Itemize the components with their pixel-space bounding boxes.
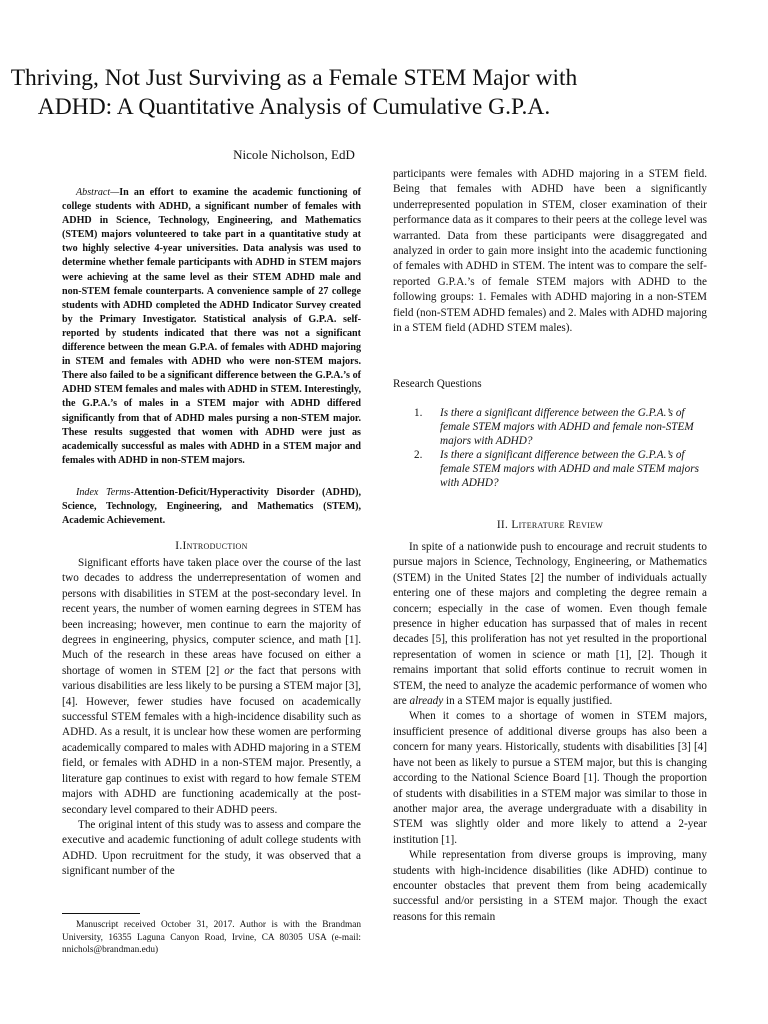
intro-paragraph-2: The original intent of this study was to assess and compare the executive and academic functioning of adult college students with ADHD. Upon recruitment for the study, it was observed that a significant number of the bbox=[62, 818, 361, 878]
introduction-continued bbox=[393, 167, 707, 336]
abstract-text: In an effort to examine the academic functioning of college students with ADHD, a significant number of females with ADHD in Science, Technology, Engineering, and Mathematics (STEM) majors volunteered to take part in a quantitative study at two highly selective 4-year universities. Data analysis was used to determine whether female participants with ADHD in STEM majors were achieving at the same level as their STEM ADHD male and non-STEM female counterparts. A convenience sample of 27 college students with ADHD completed the ADHD Indicator Survey created by the Primary Investigator. Statistical analysis of G.P.A. self-reported by students indicated that there was not a significant difference between the mean G.P.A. of females with ADHD majoring in STEM and females with ADHD who were non-STEM majors. There also failed to be a significant difference between the G.P.A.’s of ADHD STEM females and males with ADHD in STEM. Interestingly, the G.P.A.’s of males in a STEM major with ADHD differed significantly from that of ADHD males pursing a non-STEM major. These results suggested that women with ADHD were just as academically successful as males with ADHD in a STEM major and females with ADHD in non-STEM majors. bbox=[62, 187, 361, 466]
footnote-divider bbox=[62, 913, 140, 914]
literature-review-body bbox=[393, 540, 707, 925]
question-text: Is there a significant difference between the G.P.A.’s of female STEM majors with ADHD and male STEM majors with ADHD? bbox=[440, 449, 699, 490]
section-title: Literature Review bbox=[511, 519, 604, 531]
question-number: 1. bbox=[414, 407, 423, 419]
paper-title: Thriving, Not Just Surviving as a Female STEM Major with ADHD: A Quantitative Analysis of Cumulative G.P.A. bbox=[10, 65, 578, 120]
lit-emphasis-already: already bbox=[409, 695, 444, 708]
section-number: II. bbox=[496, 519, 509, 531]
intro-emphasis-or: or bbox=[224, 664, 235, 677]
section-number: I. bbox=[175, 540, 183, 552]
intro-text-b: the fact that persons with various disabilities are less likely to be pursing a STEM major [3], [4]. However, fewer studies have focused on academically successful STEM females with a high-incidence disability such as ADHD. As a result, it is unclear how these women are performing academically compared to males with ADHD majoring in a STEM field, or females with ADHD in a non-STEM major. Presently, a literature gap continues to exist with regard to how female STEM majors with ADHD are functioning academically at the post-secondary level compared to their ADHD peers. bbox=[62, 664, 361, 816]
question-number: 2. bbox=[414, 449, 423, 462]
section-title: Introduction bbox=[182, 540, 248, 552]
intro-paragraph-3: participants were females with ADHD majoring in a STEM field. Being that females with ADHD have been a significantly underrepresented population in STEM, closer examination of their performance data as it compares to their peers at the college level was warranted. Data from these participants were disaggregated and analyzed in order to gain more insight into the academic functioning of females with ADHD in STEM. The intent was to compare the self-reported G.P.A.’s of female STEM majors with ADHD to the following groups: 1. Females with ADHD majoring in a non-STEM field (non-STEM ADHD females) and 2. Males with ADHD majoring in a STEM field (ADHD STEM males). bbox=[393, 168, 707, 335]
research-questions-heading: Research Questions bbox=[393, 378, 482, 390]
abstract bbox=[62, 186, 361, 468]
author-name: Nicole Nicholson, EdD bbox=[233, 147, 355, 162]
lit-paragraph-3: While representation from diverse groups is improving, many students with high-incidence disabilities (like ADHD) continue to encounter obstacles that prevent them from being academically successful and/or persisting in a STEM major. Though the exact reasons for this remain bbox=[393, 849, 707, 923]
lit-text-a: In spite of a nationwide push to encourage and recruit students to pursue majors in Science, Technology, Engineering, or Mathematics (STEM) in the United States [2] the number of individuals actually entering one of these majors and completing the degree remain a concern; especially in the case of women. Even though female presence in higher education has surpassed that of males in recent decades [5], this proliferation has not yet resulted in the proportional representation of women in science or math [1], [2]. Though it remains important that solid efforts continue to recruit women in STEM, the need to analyze the academic performance of women who are bbox=[393, 541, 707, 708]
index-terms-lead: Index Terms- bbox=[76, 487, 134, 498]
question-text: Is there a significant difference between the G.P.A.’s of female STEM majors with ADHD and female non-STEM majors with ADHD? bbox=[440, 407, 694, 448]
section-heading-literature-review bbox=[393, 519, 707, 531]
index-terms-text: Attention-Deficit/Hyperactivity Disorder (ADHD), Science, Technology, Engineering, and Mathematics (STEM), Academic Achievement. bbox=[62, 487, 361, 527]
research-questions-list bbox=[414, 406, 706, 491]
research-question bbox=[414, 406, 706, 448]
intro-paragraph-1 bbox=[62, 556, 361, 818]
abstract-lead: Abstract— bbox=[76, 187, 120, 198]
index-terms bbox=[62, 486, 361, 528]
introduction-body bbox=[62, 556, 361, 880]
section-heading-introduction bbox=[62, 540, 361, 552]
intro-text-a: Significant efforts have taken place over the course of the last two decades to address the underrepresentation of women and persons with disabilities in STEM at the post-secondary level. In recent years, the number of women earning degrees in STEM has been increasing; however, men continue to earn the majority of degrees in engineering, physics, computer science, and math [1]. Much of the research in these areas have focused on either a shortage of women in STEM [2] bbox=[62, 557, 361, 677]
footnote: Manuscript received October 31, 2017. Author is with the Brandman University, 16355 Laguna Canyon Road, Irvine, CA 80305 USA (e-mail: nnichols@brandman.edu) bbox=[62, 920, 361, 955]
lit-text-b: in a STEM major is equally justified. bbox=[443, 695, 613, 708]
lit-paragraph-2: When it comes to a shortage of women in STEM majors, insufficient presence of additional diverse groups has also been a concern for many years. Historically, students with disabilities [3] [4] have not been as likely to pursue a STEM major, but this is changing according to the National Science Board [1]. Though the proportion of students with disabilities in a STEM major was similar to those in another major area, the average undergraduate with a disability in STEM was slightly older and more likely to attend a 2-year institution [1]. bbox=[393, 710, 707, 846]
lit-paragraph-1 bbox=[393, 540, 707, 709]
research-question bbox=[414, 448, 706, 490]
